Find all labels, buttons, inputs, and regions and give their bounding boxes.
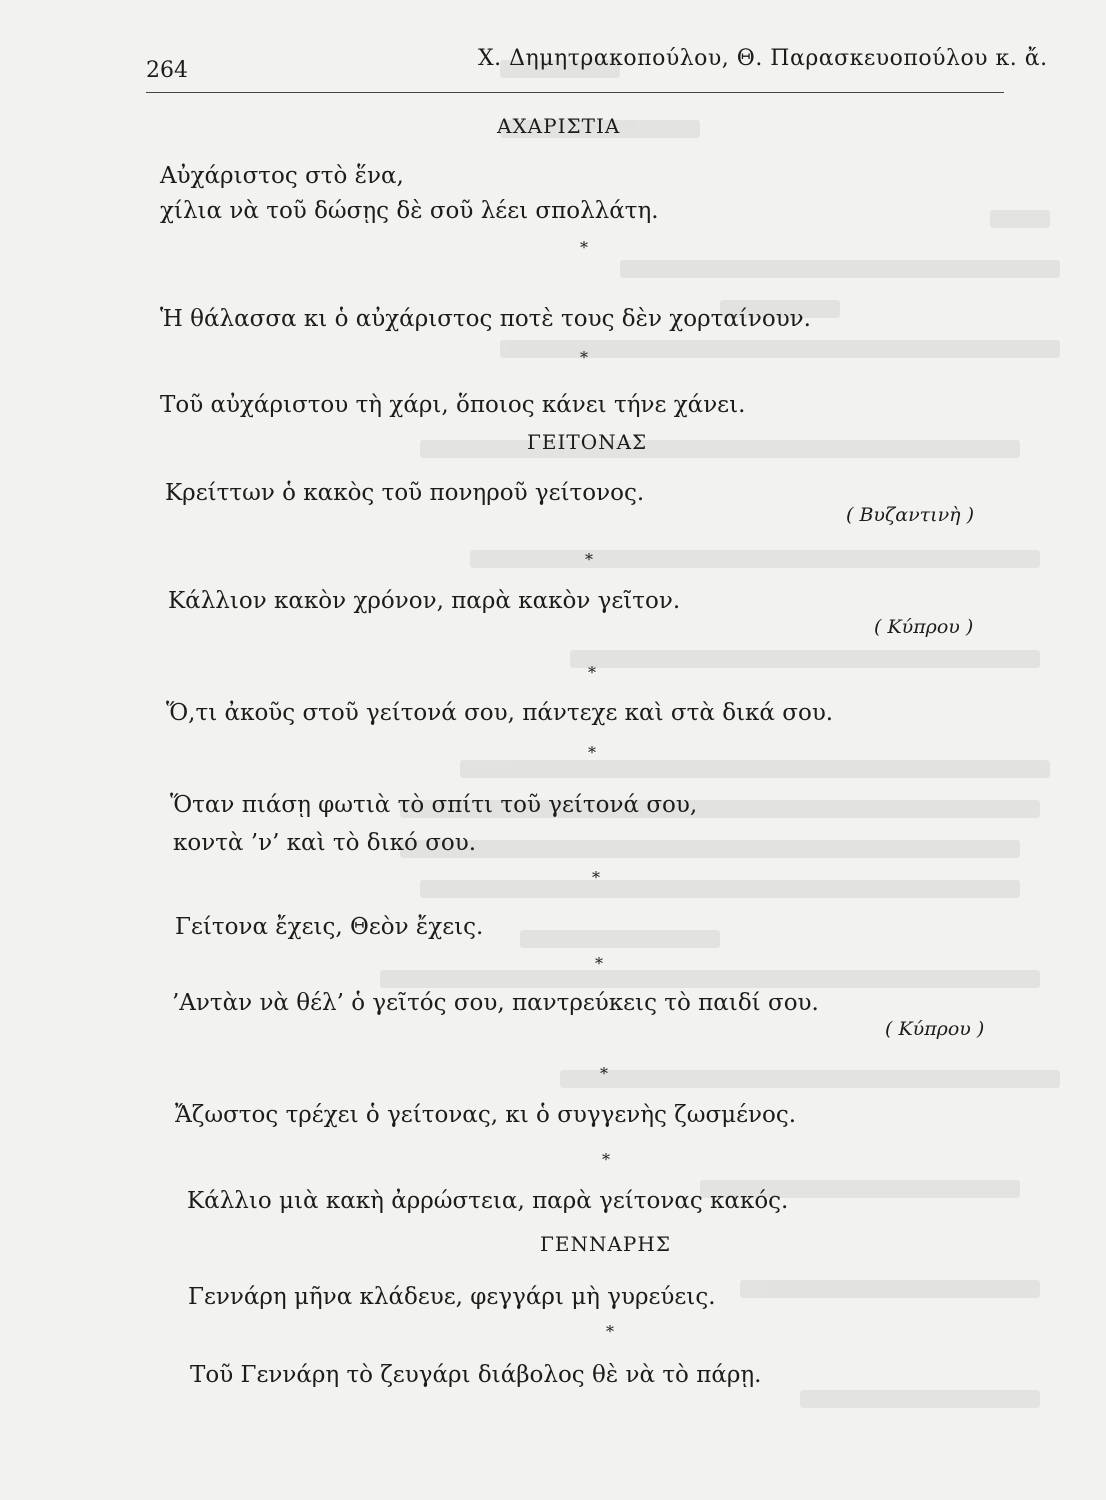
separator-asterisk: * (600, 1064, 608, 1083)
proverb-line: Τοῦ αὐχάριστου τὴ χάρι, ὅποιος κάνει τήνε χάνει. (160, 392, 746, 418)
proverb-line: Γείτονα ἔχεις, Θεὸν ἔχεις. (175, 914, 484, 940)
proverb-line: Ὅ,τι ἀκοῦς στοῦ γείτονά σου, πάντεχε καὶ στὰ δικά σου. (166, 700, 834, 726)
section-title-gennaris: ΓΕΝΝΑΡΗΣ (540, 1232, 671, 1256)
proverb-source: ( Βυζαντινὴ ) (846, 504, 974, 526)
proverb-line: Ἄζωστος τρέχει ὁ γείτονας, κι ὁ συγγενὴς ζωσμένος. (175, 1102, 797, 1128)
proverb-line: Κρείττων ὁ κακὸς τοῦ πονηροῦ γείτονος. (165, 480, 645, 506)
proverb-source: ( Κύπρου ) (885, 1018, 985, 1040)
proverb-source: ( Κύπρου ) (874, 616, 974, 638)
separator-asterisk: * (602, 1150, 610, 1169)
separator-asterisk: * (580, 238, 588, 257)
separator-asterisk: * (606, 1322, 614, 1341)
header-rule (146, 92, 1004, 93)
section-title-geitonas: ΓΕΙΤΟΝΑΣ (527, 430, 648, 454)
proverb-line: Γεννάρη μῆνα κλάδευε, φεγγάρι μὴ γυρεύεις. (188, 1284, 716, 1310)
proverb-line: Ὅταν πιάσῃ φωτιὰ τὸ σπίτι τοῦ γείτονά σου, (170, 792, 698, 818)
separator-asterisk: * (595, 954, 603, 973)
proverb-line: χίλια νὰ τοῦ δώσῃς δὲ σοῦ λέει σπολλάτη. (160, 198, 659, 224)
separator-asterisk: * (585, 550, 593, 569)
proverb-line: Ἡ θάλασσα κι ὁ αὐχάριστος ποτὲ τους δὲν χορταίνουν. (160, 306, 811, 332)
proverb-line: Κάλλιο μιὰ κακὴ ἀρρώστεια, παρὰ γείτονας κακός. (187, 1188, 789, 1214)
proverb-line: Αὐχάριστος στὸ ἕνα, (160, 163, 404, 189)
separator-asterisk: * (592, 868, 600, 887)
page-number: 264 (146, 58, 188, 83)
section-title-acharistia: ΑΧΑΡΙΣΤΙΑ (497, 114, 621, 138)
proverb-line: ’Αντὰν νὰ θέλ’ ὁ γεῖτός σου, παντρεύκεις τὸ παιδί σου. (172, 990, 819, 1016)
separator-asterisk: * (588, 743, 596, 762)
proverb-line: Τοῦ Γεννάρη τὸ ζευγάρι διάβολος θὲ νὰ τὸ πάρῃ. (190, 1362, 762, 1388)
proverb-line: κοντὰ ’ν’ καὶ τὸ δικό σου. (173, 830, 477, 856)
running-header-authors: Χ. Δημητρακοπούλου, Θ. Παρασκευοπούλου κ. ἄ. (478, 46, 1048, 71)
separator-asterisk: * (580, 348, 588, 367)
separator-asterisk: * (588, 663, 596, 682)
proverb-line: Κάλλιον κακὸν χρόνον, παρὰ κακὸν γεῖτον. (168, 588, 681, 614)
